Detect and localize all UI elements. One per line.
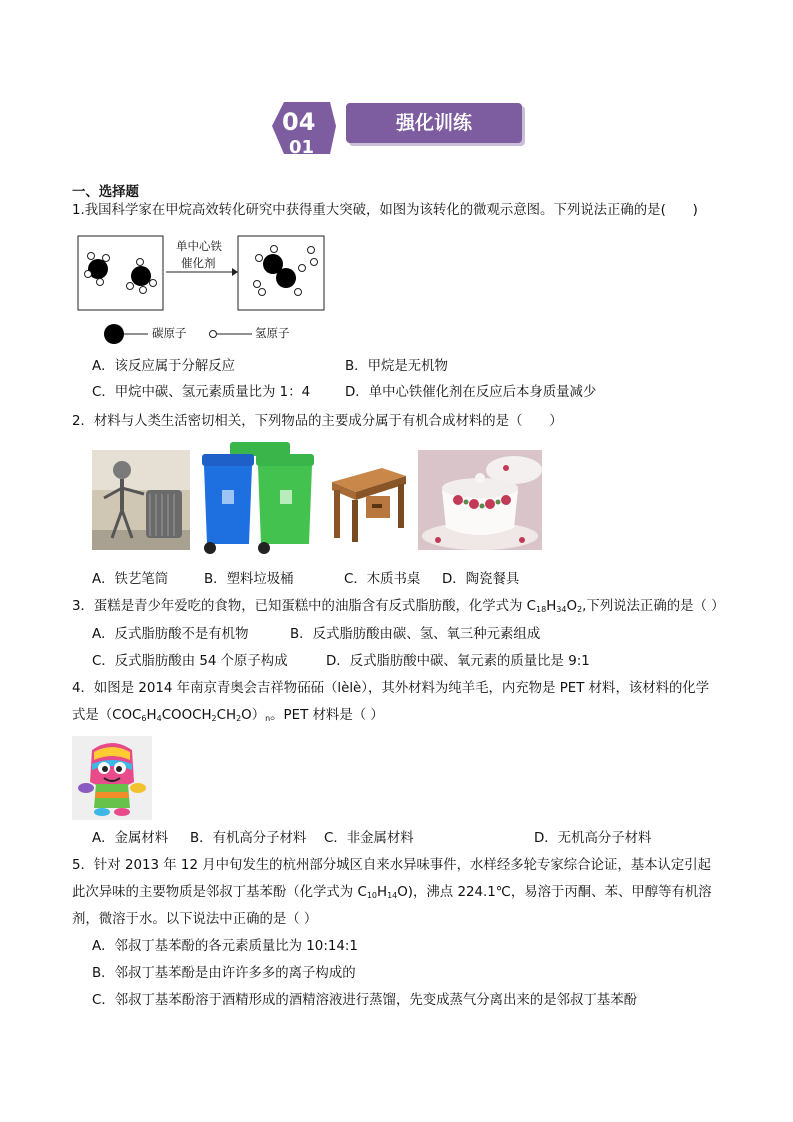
q3-option-d: D．反式脂肪酸中碳、氧元素的质量比是 9:1 (326, 654, 590, 669)
q5-option-c: C．邻叔丁基苯酚溶于酒精形成的酒精溶液进行蒸馏，先变成蒸气分离出来的是邻叔丁基苯酚 (92, 993, 637, 1008)
question-5-stem-line3: 剂，微溶于水。以下说法中正确的是（ ） (72, 912, 318, 927)
q3-option-b: B．反式脂肪酸由碳、氢、氧三种元素组成 (290, 627, 541, 642)
question-1-stem: 1.我国科学家在甲烷高效转化研究中获得重大突破，如图为该转化的微观示意图。下列说法正确的是( ) (72, 203, 698, 218)
section-number: 04 (282, 108, 316, 136)
q2-option-b: B．塑料垃圾桶 (204, 572, 294, 587)
question-2-stem: 2．材料与人类生活密切相关，下列物品的主要成分属于有机合成材料的是（ ） (72, 414, 563, 429)
q3-option-c: C．反式脂肪酸由 54 个原子构成 (92, 654, 288, 669)
catalyst-label-1: 单中心铁 (176, 239, 222, 253)
mascot-lele-image (72, 736, 152, 820)
q4-option-d: D．无机高分子材料 (534, 831, 652, 846)
plastic-trash-bin-image (194, 440, 318, 556)
q1-option-b: B．甲烷是无机物 (345, 359, 448, 374)
q3-option-a: A．反式脂肪酸不是有机物 (92, 627, 249, 642)
question-5-stem-line2: 此次异味的主要物质是邻叔丁基苯酚（化学式为 $C_{10}H_{14}O$)，沸点 224.1℃，易溶于丙酮、苯、甲醇等有机溶 (72, 885, 712, 900)
q4-option-a: A．金属材料 (92, 831, 169, 846)
iron-pen-holder-image (92, 450, 190, 550)
q2-option-a: A．铁艺笔筒 (92, 572, 169, 587)
q2-option-d: D．陶瓷餐具 (442, 572, 520, 587)
q1-option-c: C．甲烷中碳、氢元素质量比为 1：4 (92, 385, 311, 400)
legend-hydrogen-label: 氢原子 (255, 326, 290, 340)
section-sub-number: 01 (289, 140, 315, 154)
wooden-desk-image (322, 462, 408, 544)
page-title: 强化训练 (346, 103, 522, 143)
question-4-stem-line2: 式是$(COC_6H_4COOCH_2CH_2O)_n$。PET 材料是（ ） (72, 708, 384, 723)
q4-option-b: B．有机高分子材料 (190, 831, 307, 846)
q1-option-d: D．单中心铁催化剂在反应后本身质量减少 (345, 385, 597, 400)
q5-option-a: A．邻叔丁基苯酚的各元素质量比为 10:14:1 (92, 939, 358, 954)
question-4-stem-line1: 4．如图是 2014 年南京青奥会吉祥物砳砳（lèlè），其外材料为纯羊毛，内充物是 PET 材料，该材料的化学 (72, 681, 710, 696)
q4-option-c: C．非金属材料 (324, 831, 414, 846)
q5-option-b: B．邻叔丁基苯酚是由许许多多的离子构成的 (92, 966, 356, 981)
q2-option-c: C．木质书桌 (344, 572, 421, 587)
question-3-stem: 3．蛋糕是青少年爱吃的食物，已知蛋糕中的油脂含有反式脂肪酸，化学式为 $C_{18}H_{34}O_2$,下列说法正确的是（ ） (72, 599, 725, 614)
q1-option-a: A．该反应属于分解反应 (92, 359, 236, 374)
section-heading: 一、选择题 (72, 185, 139, 200)
legend-carbon-label: 碳原子 (152, 326, 187, 340)
ceramic-tableware-image (418, 450, 542, 550)
question-5-stem-line1: 5．针对 2013 年 12 月中旬发生的杭州部分城区自来水异味事件，水样经多轮专家综合论证，基本认定引起 (72, 858, 712, 873)
catalyst-label-2: 催化剂 (181, 256, 216, 270)
